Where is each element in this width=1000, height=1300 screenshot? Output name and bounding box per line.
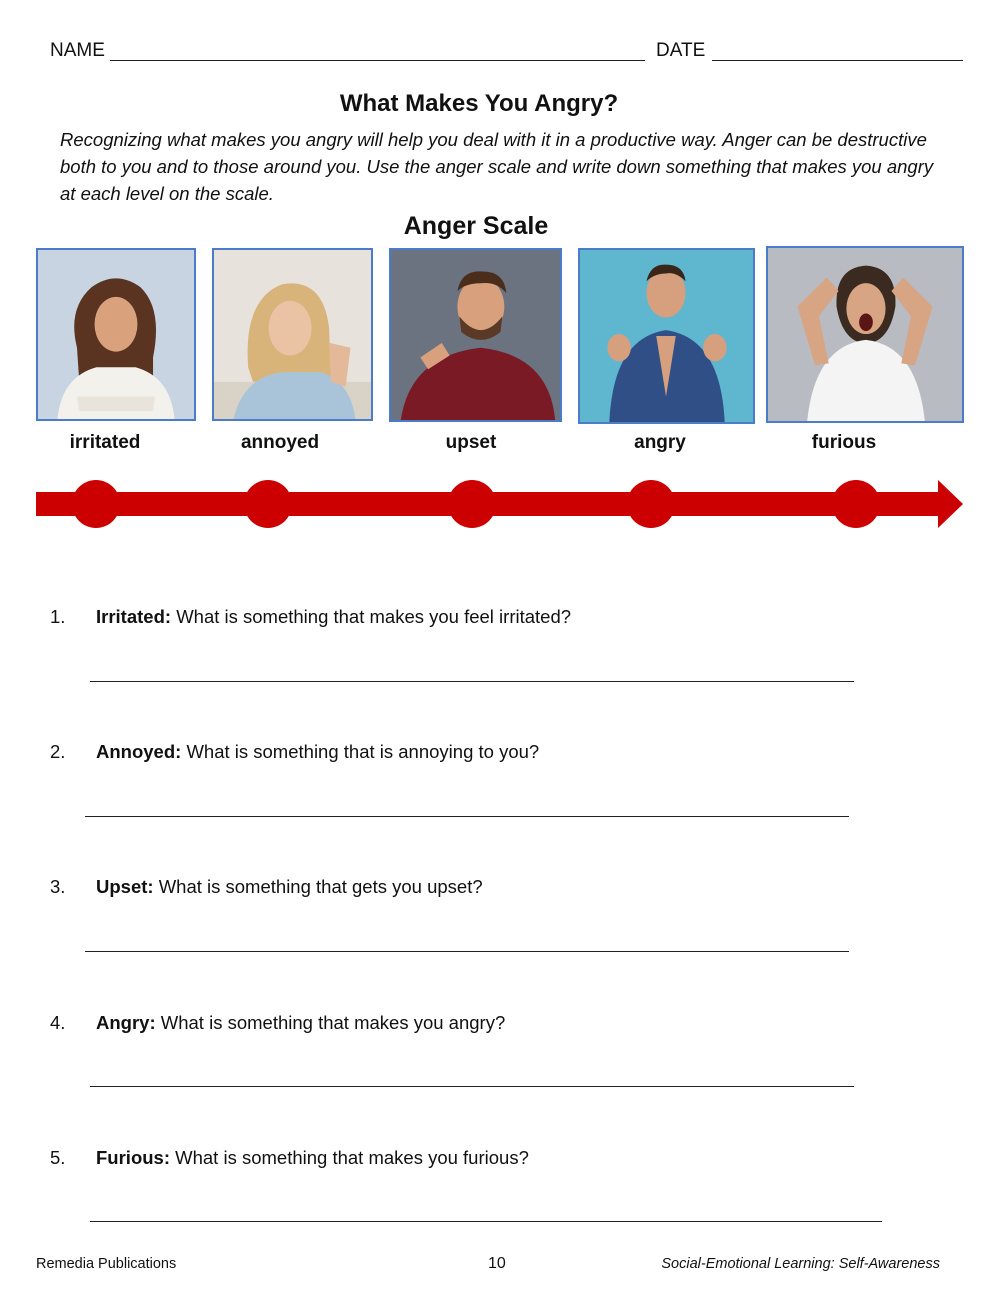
question-number: 4. <box>50 1012 66 1033</box>
scale-marker-upset <box>448 480 496 528</box>
date-label: DATE <box>656 40 706 61</box>
anger-scale-arrow <box>0 470 1000 540</box>
question-number: 2. <box>50 741 66 762</box>
question-label: Angry: <box>96 1012 156 1033</box>
page-number: 10 <box>488 1255 506 1272</box>
date-field[interactable] <box>712 60 963 61</box>
question-label: Upset: <box>96 876 154 897</box>
answer-line-1[interactable] <box>90 681 854 682</box>
arrow-head <box>938 480 963 528</box>
question-text: What is something that makes you angry? <box>160 1012 506 1033</box>
question-text: What is something that makes you feel irritated? <box>176 606 572 627</box>
question-text: What is something that gets you upset? <box>158 876 483 897</box>
level-label-annoyed: annoyed <box>240 432 320 453</box>
answer-line-4[interactable] <box>90 1086 854 1087</box>
answer-line-3[interactable] <box>85 951 849 952</box>
intro-text: Recognizing what makes you angry will help you deal with it in a productive way. Anger can be destructive both to you and to those around you. Use the anger scale and write down something that makes you angry at each level on the scale. <box>60 129 934 204</box>
level-label-irritated: irritated <box>69 432 141 453</box>
scale-marker-annoyed <box>244 480 292 528</box>
page-title: What Makes You Angry? <box>339 90 619 117</box>
answer-line-2[interactable] <box>85 816 849 817</box>
question-label: Irritated: <box>96 606 172 627</box>
question-text: What is something that makes you furious? <box>175 1147 529 1168</box>
scale-title: Anger Scale <box>403 212 549 240</box>
footer-book-title: Social-Emotional Learning: Self-Awareness <box>661 1256 940 1272</box>
scale-marker-irritated <box>72 480 120 528</box>
annoyed-photo <box>212 248 373 421</box>
irritated-photo <box>36 248 196 421</box>
level-label-upset: upset <box>445 432 497 453</box>
level-label-furious: furious <box>811 432 877 453</box>
level-label-angry: angry <box>634 432 686 453</box>
angry-photo <box>578 248 755 424</box>
name-label: NAME <box>50 40 105 61</box>
question-label: Annoyed: <box>96 741 182 762</box>
scale-marker-furious <box>832 480 880 528</box>
question-number: 5. <box>50 1147 66 1168</box>
answer-line-5[interactable] <box>90 1221 882 1222</box>
question-number: 1. <box>50 606 66 627</box>
footer-publisher: Remedia Publications <box>36 1256 177 1272</box>
question-number: 3. <box>50 876 66 897</box>
question-label: Furious: <box>96 1147 170 1168</box>
scale-marker-angry <box>627 480 675 528</box>
furious-photo <box>766 246 964 423</box>
name-field[interactable] <box>110 60 645 61</box>
upset-photo <box>389 248 562 422</box>
question-text: What is something that is annoying to you? <box>186 741 540 762</box>
